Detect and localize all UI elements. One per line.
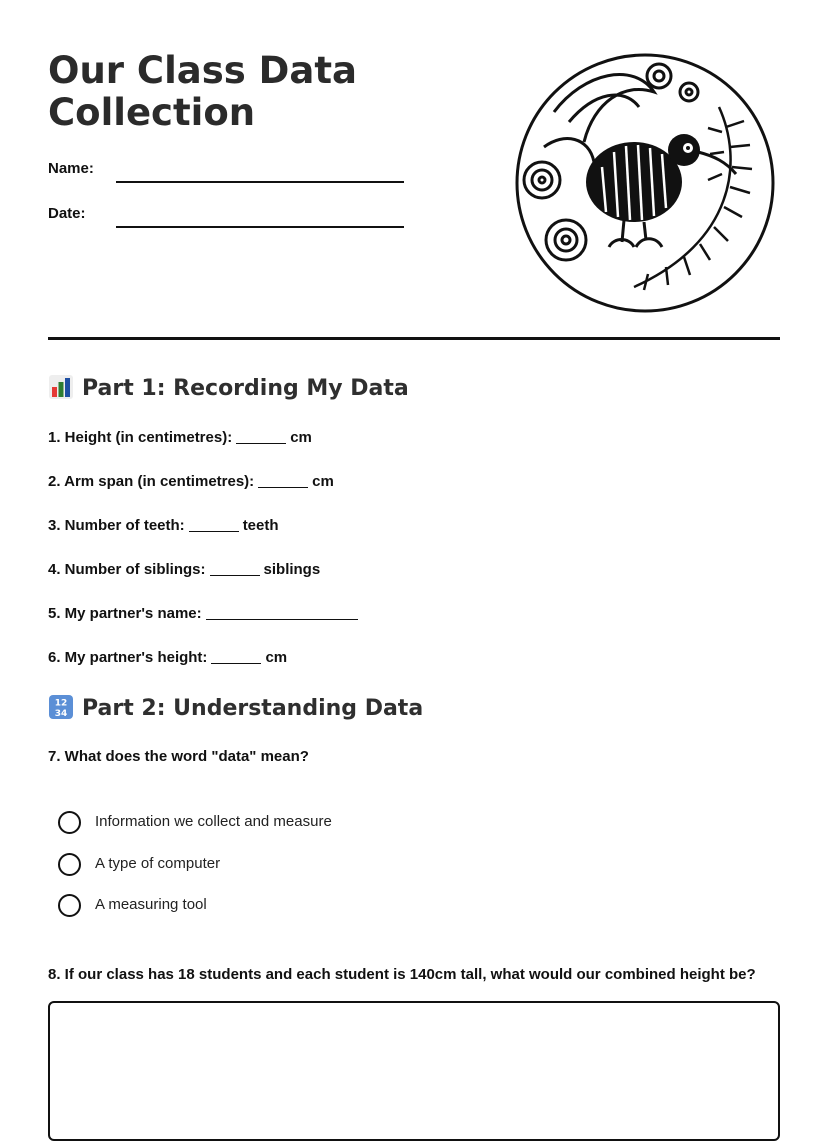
numbers-1234-icon: [48, 694, 74, 720]
q7-option-2-label: A type of computer: [95, 855, 221, 872]
radio-button[interactable]: [58, 811, 81, 834]
question-2: [48, 472, 334, 492]
question-2-unit: cm: [312, 473, 334, 490]
q7-option-1-label: Information we collect and measure: [95, 813, 332, 830]
question-4-text: 4. Number of siblings:: [48, 561, 206, 578]
kiwi-emblem-logo: [514, 52, 776, 314]
radio-button[interactable]: [58, 894, 81, 917]
question-1-unit: cm: [290, 429, 312, 446]
question-6-text: 6. My partner's height:: [48, 649, 208, 666]
name-input-line[interactable]: [116, 181, 404, 183]
header-divider: [48, 337, 780, 340]
partner-height-blank[interactable]: [211, 649, 261, 664]
radio-button[interactable]: [58, 853, 81, 876]
name-field[interactable]: [48, 160, 408, 184]
teeth-blank[interactable]: [189, 517, 239, 532]
question-7: 7. What does the word "data" mean?: [48, 748, 309, 765]
partner-name-blank[interactable]: [206, 605, 358, 620]
date-label: Date:: [48, 205, 86, 222]
question-3-unit: teeth: [242, 517, 279, 534]
svg-text:34: 34: [54, 709, 68, 719]
part1-heading-text: Part 1: Recording My Data: [82, 376, 409, 401]
question-4-unit: siblings: [263, 561, 321, 578]
siblings-blank[interactable]: [210, 561, 260, 576]
question-4: [48, 560, 320, 580]
page-title: Our Class Data Collection: [48, 49, 357, 134]
q8-answer-box[interactable]: [48, 1001, 780, 1141]
part2-heading: [48, 694, 423, 724]
date-field[interactable]: [48, 205, 408, 229]
question-5: [48, 604, 362, 624]
date-input-line[interactable]: [116, 226, 404, 228]
question-3-text: 3. Number of teeth:: [48, 517, 185, 534]
name-label: Name:: [48, 160, 94, 177]
svg-text:12: 12: [54, 698, 68, 709]
question-1-text: 1. Height (in centimetres):: [48, 429, 233, 446]
bar-chart-icon: [48, 374, 74, 400]
question-2-text: 2. Arm span (in centimetres):: [48, 473, 255, 490]
height-blank[interactable]: [236, 429, 286, 444]
question-6-unit: cm: [265, 649, 288, 666]
arm-span-blank[interactable]: [258, 473, 308, 488]
question-6: [48, 648, 287, 668]
question-1: [48, 428, 312, 448]
part2-heading-text: Part 2: Understanding Data: [82, 696, 424, 721]
part1-heading: [48, 374, 409, 404]
question-3: [48, 516, 279, 536]
question-8: 8. If our class has 18 students and each student is 140cm tall, what would our combined height be?: [48, 966, 756, 983]
question-5-text: 5. My partner's name:: [48, 605, 202, 622]
q7-option-3-label: A measuring tool: [95, 896, 207, 913]
